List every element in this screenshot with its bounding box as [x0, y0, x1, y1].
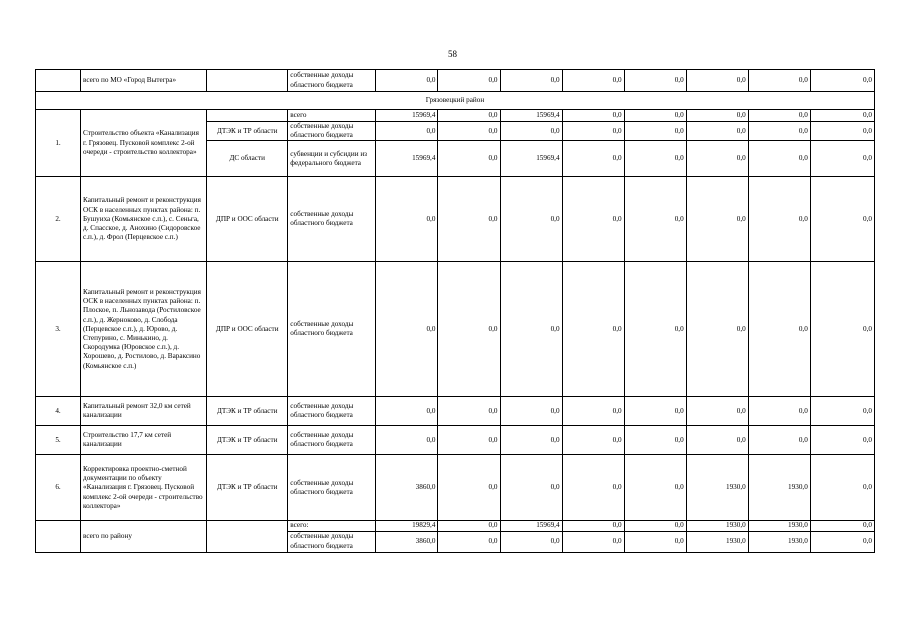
- responsible-cell: [207, 521, 288, 552]
- value-cell: 0,0: [810, 177, 874, 262]
- value-cell: 0,0: [438, 455, 500, 521]
- funding-source: собственные доходы областного бюджета: [288, 70, 376, 92]
- table-row: [36, 455, 875, 521]
- value-cell: 0,0: [562, 521, 624, 531]
- value-cell: 0,0: [562, 262, 624, 397]
- value-cell: 1930,0: [686, 521, 748, 531]
- value-cell: 1930,0: [748, 521, 810, 531]
- district-title: Грязовецкий район: [36, 92, 875, 110]
- value-cell: 0,0: [438, 122, 500, 141]
- value-cell: 1930,0: [748, 455, 810, 521]
- row-number: [36, 70, 81, 92]
- value-cell: 0,0: [810, 397, 874, 426]
- funding-source: собственные доходы областного бюджета: [288, 531, 376, 552]
- value-cell: 0,0: [810, 531, 874, 552]
- value-cell: 0,0: [810, 521, 874, 531]
- item-name: всего по МО «Город Вытегра»: [81, 70, 207, 92]
- value-cell: 15969,4: [376, 141, 438, 177]
- value-cell: 0,0: [748, 122, 810, 141]
- item-name: Строительство 17,7 км сетей канализации: [81, 426, 207, 455]
- item-name: Корректировка проектно-сметной документации по объекту «Канализация г. Грязовец. Пусковой комплекс 2-ой очереди - строительство коллектора»: [81, 455, 207, 521]
- value-cell: 0,0: [748, 397, 810, 426]
- row-number: 5.: [36, 426, 81, 455]
- value-cell: 0,0: [438, 177, 500, 262]
- value-cell: 0,0: [500, 531, 562, 552]
- value-cell: 0,0: [686, 177, 748, 262]
- value-cell: 0,0: [748, 262, 810, 397]
- value-cell: 0,0: [562, 110, 624, 122]
- responsible-cell: ДПР и ООС области: [207, 177, 288, 262]
- value-cell: 0,0: [438, 70, 500, 92]
- value-cell: 15969,4: [500, 110, 562, 122]
- value-cell: 0,0: [562, 177, 624, 262]
- value-cell: 0,0: [624, 122, 686, 141]
- item-name: Капитальный ремонт и реконструкция ОСК в населенных пунктах района: п. Бушуиха (Комьянское с.п.), с. Сеньга, д. Спасское, д. Анохино (Сидоровское с.п.), д. Фрол (Перцевское с.п.): [81, 177, 207, 262]
- item-name: Строительство объекта «Канализация г. Грязовец. Пусковой комплекс 2-ой очереди - строительство коллектора»: [81, 110, 207, 177]
- value-cell: 0,0: [624, 177, 686, 262]
- row-number: 1.: [36, 110, 81, 177]
- value-cell: 0,0: [624, 262, 686, 397]
- value-cell: 0,0: [624, 455, 686, 521]
- value-cell: 0,0: [810, 110, 874, 122]
- table-row: [36, 426, 875, 455]
- responsible-cell: ДТЭК и ТР области: [207, 122, 288, 141]
- page-number: 58: [448, 49, 457, 59]
- value-cell: 0,0: [500, 455, 562, 521]
- value-cell: 0,0: [686, 141, 748, 177]
- funding-source: собственные доходы областного бюджета: [288, 426, 376, 455]
- responsible-cell: ДТЭК и ТР области: [207, 455, 288, 521]
- responsible-cell: ДС области: [207, 141, 288, 177]
- value-cell: 0,0: [376, 177, 438, 262]
- responsible-cell: ДПР и ООС области: [207, 262, 288, 397]
- value-cell: 0,0: [562, 397, 624, 426]
- value-cell: 0,0: [438, 110, 500, 122]
- funding-source: собственные доходы областного бюджета: [288, 455, 376, 521]
- value-cell: 0,0: [624, 426, 686, 455]
- value-cell: 0,0: [438, 262, 500, 397]
- value-cell: 0,0: [624, 521, 686, 531]
- value-cell: 0,0: [624, 531, 686, 552]
- table-row: [36, 110, 875, 122]
- table-row: [36, 397, 875, 426]
- value-cell: 0,0: [500, 397, 562, 426]
- value-cell: 0,0: [438, 531, 500, 552]
- table-body: [36, 70, 875, 553]
- value-cell: 15969,4: [500, 141, 562, 177]
- funding-source: субвенции и субсидии из федерального бюджета: [288, 141, 376, 177]
- funding-source: собственные доходы областного бюджета: [288, 397, 376, 426]
- value-cell: 0,0: [438, 426, 500, 455]
- responsible-cell: ДТЭК и ТР области: [207, 426, 288, 455]
- value-cell: 0,0: [500, 177, 562, 262]
- item-name: Капитальный ремонт и реконструкция ОСК в населенных пунктах района: п. Плоское, п. Льнозавода (Ростиловское с.п.), д. Жерноково, д. Слобода (Перцевское с.п.), д. Юрово, д. Степурино, с. Минькино, д. Скородумка (Юровское с.п.), д. Хорошево, д. Ростилово, д. Вараксино (Комьянское с.п.): [81, 262, 207, 397]
- value-cell: 0,0: [748, 110, 810, 122]
- funding-source: собственные доходы областного бюджета: [288, 122, 376, 141]
- district-header-row: [36, 92, 875, 110]
- value-cell: 0,0: [624, 70, 686, 92]
- value-cell: 0,0: [562, 426, 624, 455]
- value-cell: 0,0: [810, 70, 874, 92]
- funding-source: всего: [288, 110, 376, 122]
- value-cell: 0,0: [376, 426, 438, 455]
- value-cell: 1930,0: [748, 531, 810, 552]
- value-cell: 15969,4: [376, 110, 438, 122]
- item-name: всего по району: [81, 521, 207, 552]
- value-cell: 0,0: [562, 70, 624, 92]
- funding-source: собственные доходы областного бюджета: [288, 262, 376, 397]
- value-cell: 0,0: [500, 262, 562, 397]
- item-name: Капитальный ремонт 32,0 км сетей канализации: [81, 397, 207, 426]
- value-cell: 0,0: [438, 141, 500, 177]
- budget-table: [35, 69, 875, 553]
- table-row: [36, 262, 875, 397]
- value-cell: 0,0: [748, 70, 810, 92]
- value-cell: 0,0: [500, 122, 562, 141]
- value-cell: 0,0: [376, 70, 438, 92]
- value-cell: 0,0: [810, 262, 874, 397]
- responsible-cell: ДТЭК и ТР области: [207, 397, 288, 426]
- funding-source: собственные доходы областного бюджета: [288, 177, 376, 262]
- value-cell: 0,0: [438, 397, 500, 426]
- row-number: 2.: [36, 177, 81, 262]
- value-cell: 0,0: [810, 122, 874, 141]
- value-cell: 0,0: [438, 521, 500, 531]
- row-number: 3.: [36, 262, 81, 397]
- value-cell: 0,0: [748, 177, 810, 262]
- value-cell: 0,0: [376, 262, 438, 397]
- value-cell: 0,0: [376, 122, 438, 141]
- row-number: 6.: [36, 455, 81, 521]
- table-row: [36, 177, 875, 262]
- value-cell: 0,0: [686, 262, 748, 397]
- value-cell: 0,0: [500, 426, 562, 455]
- value-cell: 0,0: [748, 141, 810, 177]
- value-cell: 0,0: [810, 426, 874, 455]
- responsible-cell: [207, 110, 288, 122]
- value-cell: 0,0: [500, 70, 562, 92]
- value-cell: 0,0: [624, 110, 686, 122]
- district-total-row: [36, 521, 875, 531]
- value-cell: 0,0: [686, 70, 748, 92]
- value-cell: 15969,4: [500, 521, 562, 531]
- value-cell: 0,0: [810, 141, 874, 177]
- value-cell: 3860,0: [376, 531, 438, 552]
- value-cell: 0,0: [624, 397, 686, 426]
- value-cell: 3860,0: [376, 455, 438, 521]
- responsible-cell: [207, 70, 288, 92]
- top-total-row: [36, 70, 875, 92]
- value-cell: 0,0: [624, 141, 686, 177]
- value-cell: 0,0: [748, 426, 810, 455]
- funding-source: всего:: [288, 521, 376, 531]
- value-cell: 0,0: [686, 122, 748, 141]
- value-cell: 0,0: [686, 110, 748, 122]
- value-cell: 0,0: [562, 531, 624, 552]
- value-cell: 0,0: [686, 397, 748, 426]
- value-cell: 0,0: [562, 141, 624, 177]
- value-cell: 0,0: [562, 122, 624, 141]
- row-number: [36, 521, 81, 552]
- value-cell: 0,0: [376, 397, 438, 426]
- value-cell: 1930,0: [686, 455, 748, 521]
- row-number: 4.: [36, 397, 81, 426]
- value-cell: 0,0: [562, 455, 624, 521]
- value-cell: 0,0: [810, 455, 874, 521]
- value-cell: 1930,0: [686, 531, 748, 552]
- value-cell: 19829,4: [376, 521, 438, 531]
- value-cell: 0,0: [686, 426, 748, 455]
